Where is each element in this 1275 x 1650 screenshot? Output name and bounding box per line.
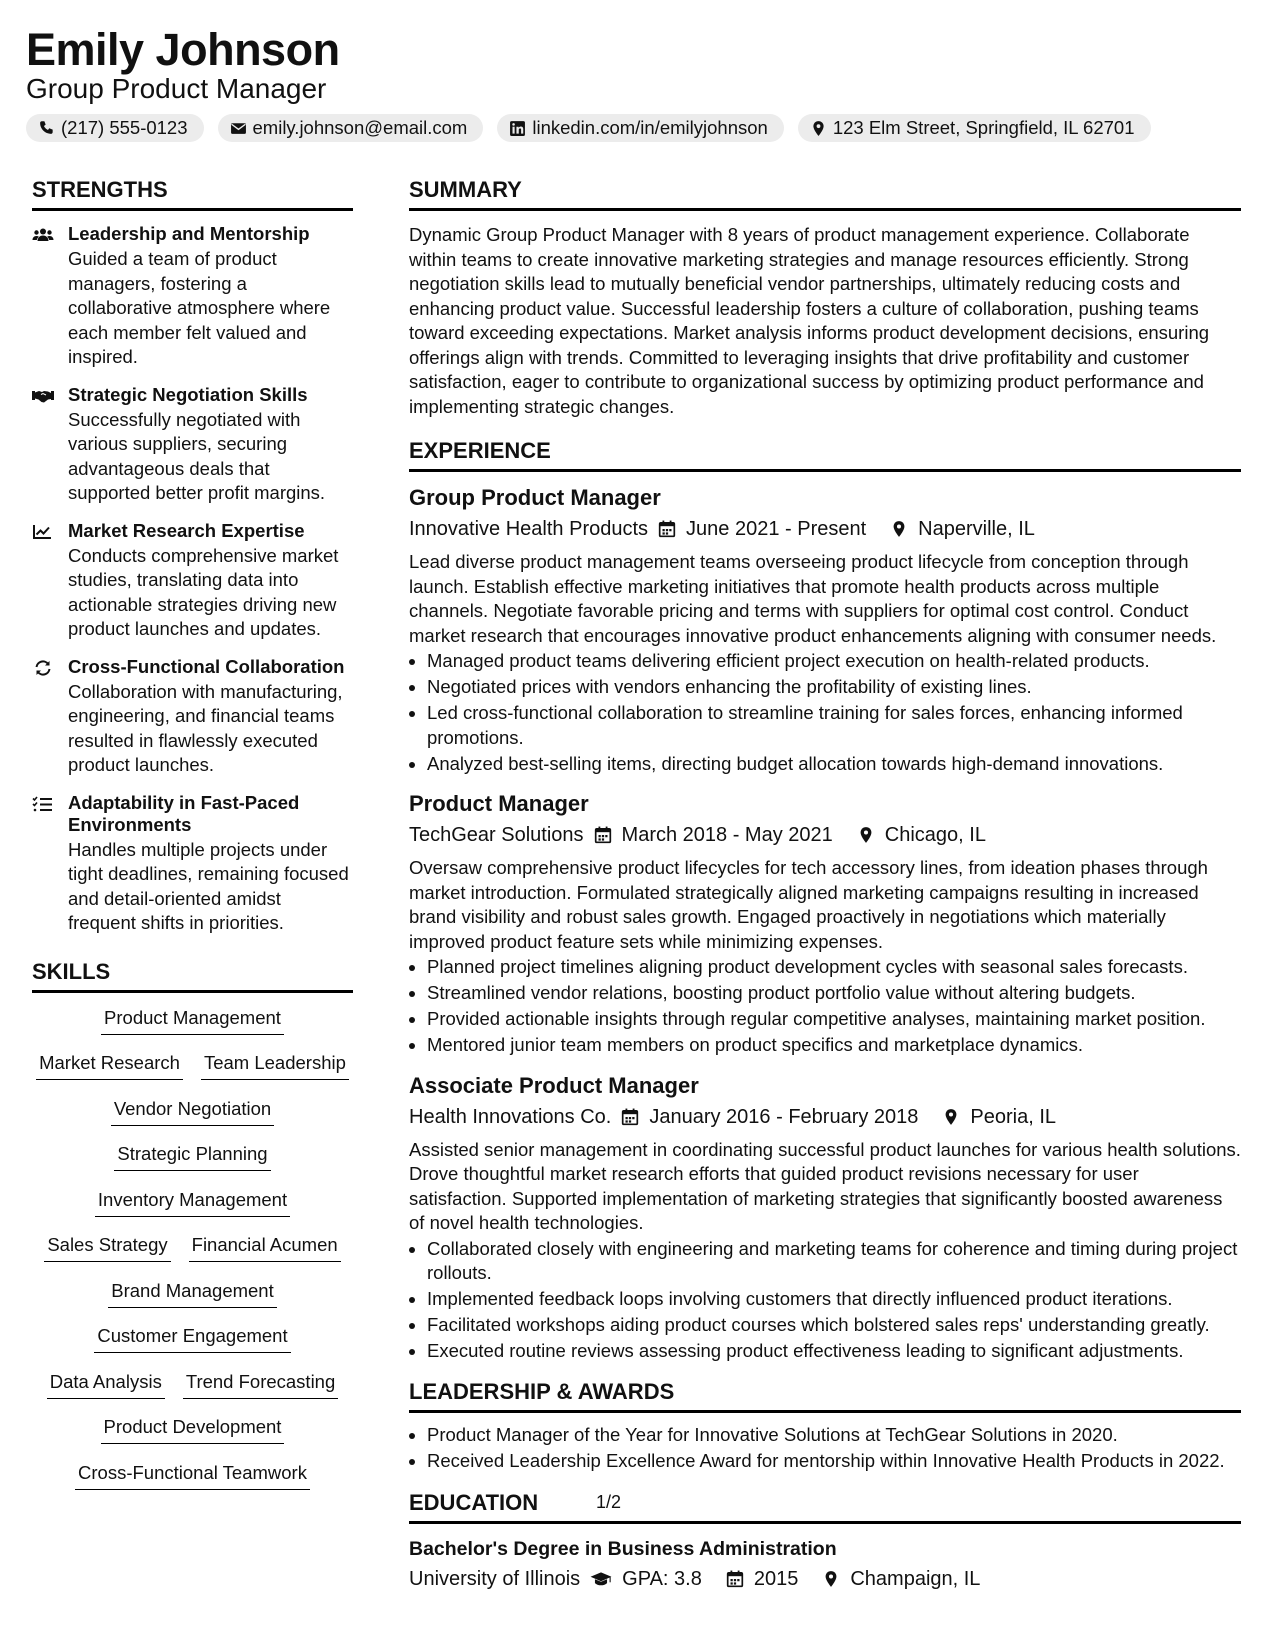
company-name: TechGear Solutions <box>409 824 584 846</box>
skills-heading: SKILLS <box>32 958 353 993</box>
graduation-cap-icon <box>590 1570 612 1588</box>
strength-title: Adaptability in Fast-Paced Environments <box>68 791 300 835</box>
job-entry <box>409 790 1241 1058</box>
strength-description: Conducts comprehensive market studies, translating data into actionable strategies driving new product launches and updates. <box>68 544 339 639</box>
strength-item <box>32 792 353 936</box>
job-location: Naperville, IL <box>918 518 1035 540</box>
skill-tag: Brand Management <box>108 1278 277 1308</box>
job-bullet: • Led cross-functional collaboration to streamline training for sales forces, enhancing informed promotions. <box>427 701 1241 750</box>
job-bullet: • Mentored junior team members on product specifics and marketplace dynamics. <box>427 1033 1241 1058</box>
strength-item <box>32 384 353 506</box>
linkedin-text: linkedin.com/in/emilyjohnson <box>532 117 768 138</box>
strength-item <box>32 656 353 778</box>
phone-contact[interactable] <box>26 114 204 142</box>
job-title: Associate Product Manager <box>409 1072 699 1098</box>
strength-item <box>32 520 353 642</box>
skill-tag: Team Leadership <box>201 1050 349 1080</box>
strength-description: Successfully negotiated with various suppliers, securing advantageous deals that supported better profit margins. <box>68 408 326 503</box>
strength-description: Guided a team of product managers, fostering a collaborative atmosphere where each member felt valued and inspired. <box>68 248 331 367</box>
skill-tag: Financial Acumen <box>189 1232 341 1262</box>
email-contact[interactable] <box>218 114 484 142</box>
job-bullet: • Analyzed best-selling items, directing budget allocation towards high-demand innovations. <box>427 752 1241 777</box>
company-name: Health Innovations Co. <box>409 1105 612 1128</box>
education-heading: EDUCATION <box>409 1489 1241 1524</box>
education-meta <box>409 1565 1241 1593</box>
job-entry <box>409 484 1241 776</box>
address-contact[interactable] <box>798 114 1151 142</box>
job-bullet: • Negotiated prices with vendors enhancing the profitability of existing lines. <box>427 675 1241 700</box>
job-description: Assisted senior management in coordinating successful product launches for various health solutions. Drove thoughtful market research efforts that guided product revisions necessary for user satisfaction. Supported implementation of marketing strategies that significantly boosted awareness of novel health technologies. <box>409 1138 1241 1233</box>
skill-tag: Vendor Negotiation <box>111 1096 274 1126</box>
right-column <box>409 176 1241 1600</box>
job-description: Oversaw comprehensive product lifecycles for tech accessory lines, from ideation phases through market introduction. Formulated strategically aligned marketing campaigns resulting in increased brand visibility and robust sales growth. Engaged proactively in negotiations which materially improved product feature sets while minimizing expenses. <box>409 857 1208 952</box>
strength-description: Handles multiple projects under tight deadlines, remaining focused and detail-oriented amidst frequent shifts in priorities. <box>68 838 349 933</box>
award-item: • Product Manager of the Year for Innovative Solutions at TechGear Solutions in 2020. <box>427 1423 1241 1448</box>
skill-tag: Product Development <box>101 1414 285 1444</box>
map-marker-icon <box>890 520 908 538</box>
strength-title: Cross-Functional Collaboration <box>68 655 345 677</box>
skill-tag: Strategic Planning <box>114 1141 270 1171</box>
summary-text: Dynamic Group Product Manager with 8 years of product management experience. Collaborate within teams to create innovative marketing strategies and manage resources efficiently. Strong negotiation skills lead to mutually beneficial vendor partnerships, ultimately reducing costs and enhancing product value. Successful leadership fosters a culture of collaboration, pushing teams toward exceeding expectations. Market analysis informs product development decisions, ensuring offerings align with trends. Committed to leveraging insights that drive profitability and customer satisfaction, eager to contribute to organizational success by optimizing product performance and implementing strategic changes. <box>409 224 1210 417</box>
skill-tag: Inventory Management <box>95 1187 290 1217</box>
degree-title: Bachelor's Degree in Business Administration <box>409 1538 837 1560</box>
map-marker-icon <box>942 1108 960 1126</box>
sync-icon <box>32 660 54 676</box>
skills-list <box>32 1005 353 1506</box>
job-location: Chicago, IL <box>884 824 986 846</box>
strength-description: Collaboration with manufacturing, engineering, and financial teams resulted in flawlessly executed product launches. <box>68 680 343 775</box>
job-bullet: • Streamlined vendor relations, boosting product portfolio value without altering budgets. <box>427 981 1241 1006</box>
map-marker-icon <box>810 120 827 137</box>
skill-tag: Customer Engagement <box>94 1323 290 1353</box>
phone-text: (217) 555-0123 <box>61 117 188 138</box>
school-name: University of Illinois <box>409 1568 581 1590</box>
awards-list <box>409 1423 1241 1474</box>
summary-heading: SUMMARY <box>409 176 1241 211</box>
skill-tag: Trend Forecasting <box>183 1369 338 1399</box>
contact-bar <box>26 114 1151 142</box>
skill-tag: Market Research <box>36 1050 183 1080</box>
job-title: Group Product Manager <box>409 485 661 510</box>
skill-tag: Cross-Functional Teamwork <box>75 1460 310 1490</box>
linkedin-contact[interactable] <box>497 114 783 142</box>
strengths-heading: STRENGTHS <box>32 176 353 211</box>
job-entry <box>409 1072 1241 1364</box>
envelope-icon <box>230 120 247 137</box>
job-dates: March 2018 - May 2021 <box>621 824 833 846</box>
award-item: • Received Leadership Excellence Award for mentorship within Innovative Health Products in 2022. <box>427 1449 1241 1474</box>
job-bullet: • Managed product teams delivering efficient project execution on health-related products. <box>427 649 1241 674</box>
strength-item <box>32 223 353 370</box>
job-bullets <box>409 1237 1241 1364</box>
skill-tag: Sales Strategy <box>44 1232 170 1262</box>
handshake-icon <box>32 388 54 404</box>
school-location: Champaign, IL <box>850 1568 981 1590</box>
job-dates: June 2021 - Present <box>686 518 867 540</box>
job-description: Lead diverse product management teams overseeing product lifecycle from conception through launch. Establish effective marketing initiatives that promote health products across multiple channels. Negotiate favorable pricing and terms with suppliers for optimal cost control. Conduct market research that encourages innovative product enhancements aligning with consumer needs. <box>409 551 1217 646</box>
job-bullets <box>409 649 1241 776</box>
linkedin-icon <box>509 120 526 137</box>
candidate-title: Group Product Manager <box>26 73 327 104</box>
users-icon <box>32 227 54 243</box>
job-bullet: • Collaborated closely with engineering and marketing teams for coherence and timing during project rollouts. <box>427 1237 1241 1286</box>
awards-heading: LEADERSHIP & AWARDS <box>409 1378 1241 1413</box>
job-meta <box>409 1103 1241 1131</box>
experience-heading: EXPERIENCE <box>409 437 1241 472</box>
strength-title: Market Research Expertise <box>68 519 305 541</box>
skill-tag: Data Analysis <box>47 1369 165 1399</box>
calendar-icon <box>726 1570 744 1588</box>
strength-title: Leadership and Mentorship <box>68 223 310 244</box>
gpa-text: GPA: 3.8 <box>622 1568 702 1590</box>
calendar-icon <box>621 1108 639 1126</box>
job-title: Product Manager <box>409 791 589 816</box>
job-bullet: • Provided actionable insights through regular competitive analyses, maintaining market position. <box>427 1007 1241 1032</box>
map-marker-icon <box>822 1570 840 1588</box>
email-text: emily.johnson@email.com <box>252 117 468 138</box>
map-marker-icon <box>857 826 875 844</box>
job-bullet: • Facilitated workshops aiding product courses which bolstered sales reps' understanding greatly. <box>427 1313 1241 1338</box>
job-bullets <box>409 955 1241 1058</box>
job-dates: January 2016 - February 2018 <box>649 1105 919 1128</box>
address-text: 123 Elm Street, Springfield, IL 62701 <box>832 117 1135 138</box>
left-column <box>32 176 353 1505</box>
page-number: 1/2 <box>596 1492 622 1512</box>
phone-icon <box>38 120 55 137</box>
job-bullet: • Implemented feedback loops involving customers that directly influenced product iterations. <box>427 1287 1241 1312</box>
job-meta <box>409 515 1241 543</box>
company-name: Innovative Health Products <box>409 518 649 540</box>
candidate-name: Emily Johnson <box>26 24 340 75</box>
skill-tag: Product Management <box>101 1005 284 1035</box>
strength-title: Strategic Negotiation Skills <box>68 383 308 405</box>
tasks-icon <box>32 796 54 812</box>
calendar-icon <box>658 520 676 538</box>
chart-line-icon <box>32 524 54 540</box>
graduation-year: 2015 <box>753 1568 799 1590</box>
calendar-icon <box>594 826 612 844</box>
job-bullet: • Executed routine reviews assessing product effectiveness leading to significant adjustments. <box>427 1339 1241 1364</box>
job-location: Peoria, IL <box>970 1105 1057 1128</box>
job-meta <box>409 821 1241 849</box>
job-bullet: • Planned project timelines aligning product development cycles with seasonal sales forecasts. <box>427 955 1241 980</box>
